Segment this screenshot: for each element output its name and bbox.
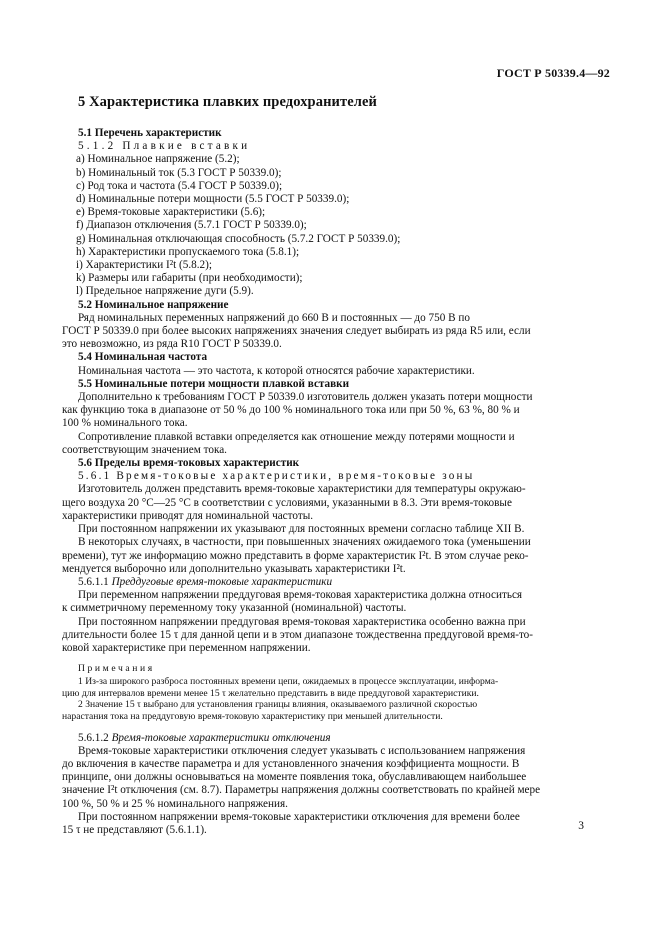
list-item: а) Номинальное напряжение (5.2); xyxy=(76,153,240,166)
list-item: i) Характеристики I²t (5.8.2); xyxy=(76,259,212,272)
paragraph-line: до включения в качестве параметра и для установленного значения коэффициента мощности. В xyxy=(62,757,520,770)
paragraph-line: При постоянном напряжении их указывают для постоянных времени согласно таблице XII В. xyxy=(78,523,525,536)
section-title: 5 Характеристика плавких предохранителей xyxy=(78,94,377,110)
subsection-5-4-title: 5.4 Номинальная частота xyxy=(78,351,208,364)
list-item: e) Время-токовые характеристики (5.6); xyxy=(76,206,266,219)
paragraph-line: к симметричному переменному току указанной (номинальной) частоты. xyxy=(62,602,407,615)
paragraph-line: длительности более 15 τ для данной цепи и в этом диапазоне тождественна преддуговой время-то- xyxy=(62,628,533,641)
paragraph-line: ГОСТ Р 50339.0 при более высоких напряжениях значения следует выбирать из ряда R5 или, если xyxy=(62,325,531,338)
paragraph-line: 15 τ не представляют (5.6.1.1). xyxy=(62,823,207,836)
subsection-name: Время-токовые характеристики отключения xyxy=(111,731,331,744)
paragraph-line: времени), тут же информацию можно представить в форме характеристик I²t. В этом случае реко- xyxy=(62,549,529,562)
paragraph-line: Изготовитель должен представить время-токовые характеристики для температуры окружаю- xyxy=(78,483,526,496)
paragraph-line: соответствующим значением тока. xyxy=(62,443,227,456)
paragraph-line: ковой характеристике при переменном напряжении. xyxy=(62,641,311,654)
paragraph-line: Номинальная частота — это частота, к которой относятся рабочие характеристики. xyxy=(78,364,475,377)
subsection-5-6-title: 5.6 Пределы время-токовых характеристик xyxy=(78,457,300,470)
list-item: f) Диапазон отключения (5.7.1 ГОСТ Р 50339.0); xyxy=(76,219,307,232)
subsection-5-1-2-title: 5.1.2 Плавкие вставки xyxy=(78,140,251,153)
paragraph-line: Дополнительно к требованиям ГОСТ Р 50339.0 изготовитель должен указать потери мощности xyxy=(78,391,533,404)
paragraph-line: При переменном напряжении преддуговая время-токовая характеристика должна относиться xyxy=(78,589,523,602)
note-line: цию для интервалов времени менее 15 τ желательно представить в виде преддуговой характеристики. xyxy=(62,687,479,699)
paragraph-line: При постоянном напряжении время-токовые характеристики отключения для времени более xyxy=(78,810,520,823)
notes-heading: Примечания xyxy=(78,663,155,675)
paragraph-line: При постоянном напряжении преддуговая время-токовая характеристика особенно важна при xyxy=(78,615,526,628)
note-line: 1 Из-за широкого разброса постоянных времени цепи, ожидаемых в процессе эксплуатации, информа- xyxy=(78,676,499,688)
paragraph-line: Ряд номинальных переменных напряжений до 660 В и постоянных — до 750 В по xyxy=(78,311,470,324)
subsection-number: 5.6.1.2 xyxy=(78,731,109,744)
subsection-5-6-1-1-title xyxy=(78,576,610,589)
page-content xyxy=(62,94,610,837)
paragraph-line: В некоторых случаях, в частности, при повышенных значениях ожидаемого тока (уменьшении xyxy=(78,536,531,549)
note-line: 2 Значение 15 τ выбрано для установления границы влияния, оказываемого различной скоростью xyxy=(78,699,478,711)
list-item: d) Номинальные потери мощности (5.5 ГОСТ Р 50339.0); xyxy=(76,193,350,206)
list-item: b) Номинальный ток (5.3 ГОСТ Р 50339.0); xyxy=(76,166,282,179)
paragraph-line: характеристики приводят для номинальной частоты. xyxy=(62,509,314,522)
list-item: k) Размеры или габариты (при необходимости); xyxy=(76,272,303,285)
page-number: 3 xyxy=(578,820,584,832)
paragraph-line: как функцию тока в диапазоне от 50 % до 100 % номинального тока или при 50 %, 63 %, 80 % и xyxy=(62,404,520,417)
subsection-5-6-1-2-title xyxy=(78,732,610,745)
paragraph-line: Время-токовые характеристики отключения следует указывать с использованием напряжения xyxy=(78,744,526,757)
list-item: h) Характеристики пропускаемого тока (5.8.1); xyxy=(76,245,300,258)
paragraph-line: щего воздуха 20 °С—25 °С в соответствии с условиями, указанными в 8.3. Эти время-токовые xyxy=(62,496,512,509)
subsection-number: 5.6.1.1 xyxy=(78,575,109,588)
paragraph-line: 100 %, 50 % и 25 % номинального напряжения. xyxy=(62,797,288,810)
paragraph-line: Сопротивление плавкой вставки определяется как отношение между потерями мощности и xyxy=(78,430,515,443)
subsection-5-5-title: 5.5 Номинальные потери мощности плавкой вставки xyxy=(78,377,350,390)
paragraph-line: значение I²t отключения (см. 8.7). Параметры напряжения должны соответствовать по крайней мере xyxy=(62,784,541,797)
paragraph-line: это невозможно, из ряда R10 ГОСТ Р 50339.0. xyxy=(62,338,282,351)
subsection-5-2-title: 5.2 Номинальное напряжение xyxy=(78,298,229,311)
subsection-name: Преддуговые время-токовые характеристики xyxy=(111,575,333,588)
paragraph-line: принципе, они должны основываться на моменте появления тока, обуславливающем наибольшее xyxy=(62,771,527,784)
subsection-5-1-title: 5.1 Перечень характеристик xyxy=(78,127,222,139)
list-item: g) Номинальная отключающая способность (5.7.2 ГОСТ Р 50339.0); xyxy=(76,232,401,245)
paragraph-line: мендуется выборочно или дополнительно указывать характеристики I²t. xyxy=(62,562,406,575)
document-code: ГОСТ Р 50339.4—92 xyxy=(496,66,610,80)
list-item: l) Предельное напряжение дуги (5.9). xyxy=(76,285,254,298)
list-item: c) Род тока и частота (5.4 ГОСТ Р 50339.0); xyxy=(76,179,283,192)
paragraph-line: 100 % номинального тока. xyxy=(62,417,188,430)
subsection-5-6-1-title: 5.6.1 Время-токовые характеристики, время-токовые зоны xyxy=(78,470,475,483)
note-line: нарастания тока на преддуговую время-токовую характеристику при меньшей длительности. xyxy=(62,710,443,722)
